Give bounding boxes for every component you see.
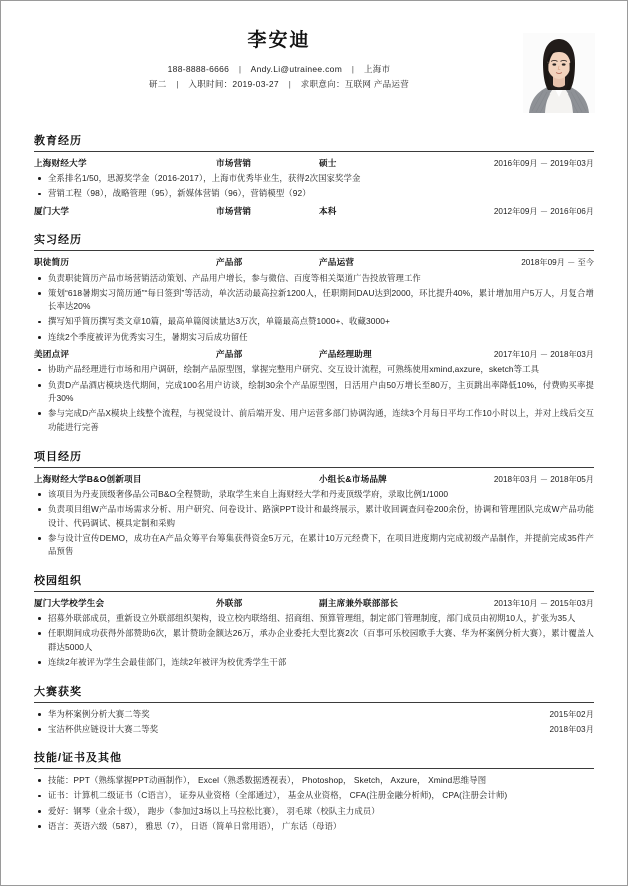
- section-block: [34, 231, 594, 434]
- email-address: Andy.Li@utrainee.com: [250, 63, 343, 74]
- section-awards: [34, 683, 594, 737]
- entry-date-range: 2018年09月 － 至今: [521, 258, 594, 268]
- resume-content: [1, 1, 627, 845]
- section-divider: [34, 250, 594, 251]
- entry-role: 产品经理助理: [319, 349, 372, 360]
- bullet-item: 策划“618暑期实习简历通”“每日签到”等活动，单次活动最高拉新1200人，任职期间DAU达到2000，环比提升40%，累计增加用户5万人，月复合增长率达20%: [34, 287, 594, 314]
- skill-item: 语言：英语六级（587）， 雅思（7）， 日语（简单日常用语）， 广东话（母语）: [34, 820, 594, 834]
- section-skills: [34, 749, 594, 833]
- bullet-item: 撰写知乎简历撰写类文章10篇，最高单篇阅读量达3万次，单篇最高点赞1000+、收藏3000+: [34, 315, 594, 329]
- grade-level: 研二: [148, 79, 167, 90]
- entry-date-range: 2013年10月 － 2015年03月: [493, 598, 594, 608]
- entry-department: 市场营销: [216, 158, 252, 168]
- phone-number: 188-8888-6666: [167, 63, 230, 74]
- entry-department: 市场营销: [216, 206, 252, 217]
- award-title: 华为杯案例分析大赛二等奖: [48, 708, 150, 719]
- entry-organization: 上海财经大学: [34, 158, 87, 168]
- skill-item: 证书：计算机二级证书（C语言）， 证券从业资格（全部通过）， 基金从业资格， CFA(注册金融分析师)， CPA(注册会计师): [34, 789, 594, 803]
- entry-bullet-list: [34, 488, 594, 559]
- portrait-photo-image: [523, 33, 595, 113]
- bullet-item: 连续2个季度被评为优秀实习生，暑期实习后成功留任: [34, 331, 594, 345]
- bullet-item: 负责职徒简历产品市场营销活动策划、产品用户增长，参与微信、百度等相关渠道广告投放管理工作: [34, 272, 594, 286]
- section-block: [34, 572, 594, 670]
- resume-sections: [34, 132, 594, 670]
- entry-organization: 厦门大学校学生会: [34, 597, 105, 608]
- entry-date: 入职时间：2019-03-27: [188, 79, 279, 90]
- entry-header-row: [34, 597, 594, 610]
- entry-department: 产品部: [216, 349, 243, 360]
- contact-line-2: [34, 77, 524, 93]
- entry-role: 小组长&市场品牌: [319, 473, 387, 484]
- entry-organization: 美团点评: [34, 349, 70, 360]
- resume-header: [34, 27, 594, 119]
- section-block: [34, 448, 594, 559]
- bullet-item: 负责项目组W产品市场需求分析、用户研究、问卷设计、路演PPT设计和最终展示，累计收回调查问卷200余份，协调和管理团队完成W产品功能设计、代码调试、模具定制和采购: [34, 503, 594, 530]
- award-date: 2018年03月: [549, 724, 594, 734]
- bullet-item: 参与设计宣传DEMO，成功在A产品众筹平台筹集获得资金5万元，在累计10万元经费下，在项目进度期内完成初级产品制作，并提前完成35件产品预售: [34, 532, 594, 559]
- section-divider: [34, 591, 594, 592]
- award-title: 宝洁杯供应链设计大赛二等奖: [48, 723, 159, 734]
- entry-role: 硕士: [319, 158, 337, 168]
- city: 上海市: [363, 63, 391, 74]
- separator-icon: |: [351, 63, 355, 74]
- bullet-item: 协助产品经理进行市场和用户调研，绘制产品原型图，掌握完整用户研究、交互设计流程，可熟练使用xmind,axzure，sketch等工具: [34, 363, 594, 377]
- award-item: [34, 708, 594, 722]
- portrait-photo: [523, 33, 595, 113]
- entry-header-row: [34, 157, 594, 170]
- bullet-item: 参与完成D产品X模块上线整个流程，与视觉设计、前后端开发、用户运营多部门协调沟通，连续3个月每日平均工作10小时以上，并对上线后交互功能进行完善: [34, 407, 594, 434]
- entry-organization: 职徒简历: [34, 257, 70, 268]
- separator-icon: |: [176, 79, 179, 90]
- entry-date-range: 2018年03月 － 2018年05月: [493, 474, 594, 484]
- candidate-name: 李安迪: [247, 30, 311, 51]
- separator-icon: |: [238, 63, 242, 74]
- entry-date-range: 2016年09月 － 2019年03月: [493, 159, 594, 168]
- skill-item: 技能：PPT（熟练掌握PPT动画制作）， Excel（熟悉数据透视表）， Photoshop， Sketch， Axzure， Xmind思维导图: [34, 774, 594, 788]
- bullet-item: 任职期间成功获得外部赞助6次，累计赞助金额达26万，承办企业委托大型比赛2次（百事可乐校园歌手大赛、华为杯案例分析大赛），累计覆盖人群达5000人: [34, 627, 594, 654]
- skills-list: [34, 774, 594, 833]
- entry-bullet-list: [34, 172, 594, 201]
- entry-date-range: 2017年10月 － 2018年03月: [493, 350, 594, 360]
- entry-department: 外联部: [216, 597, 243, 608]
- award-date: 2015年02月: [549, 709, 594, 719]
- section-title: 项目经历: [34, 450, 82, 463]
- entry-header-row: [34, 473, 594, 486]
- award-item: [34, 723, 594, 737]
- entry-bullet-list: [34, 272, 594, 345]
- section-title: 实习经历: [34, 234, 82, 247]
- bullet-item: 营销工程（98），战略管理（95），新媒体营销（96），营销模型（92）: [34, 187, 594, 201]
- section-title: 教育经历: [34, 135, 82, 147]
- entry-role: 副主席兼外联部部长: [319, 597, 399, 608]
- bullet-item: 连续2年被评为学生会最佳部门，连续2年被评为校优秀学生干部: [34, 656, 594, 670]
- bullet-item: 招募外联部成员，重新设立外联部组织架构，设立校内联络组、招商组、预算管理组，制定部门管理制度，部门成员由初期10人，扩张为35人: [34, 612, 594, 626]
- section-divider: [34, 151, 594, 152]
- section-title: 校园组织: [34, 574, 82, 587]
- skill-item: 爱好：钢琴（业余十级）， 跑步（参加过3场以上马拉松比赛）， 羽毛球（校队主力成员）: [34, 805, 594, 819]
- section-divider: [34, 467, 594, 468]
- header-text-block: [34, 27, 594, 93]
- entry-bullet-list: [34, 363, 594, 434]
- awards-list: [34, 708, 594, 737]
- entry-header-row: [34, 256, 594, 269]
- entry-header-row: [34, 348, 594, 361]
- section-title-awards: 大赛获奖: [34, 685, 82, 698]
- entry-role: 本科: [319, 206, 337, 217]
- bullet-item: 该项目为丹麦顶级奢侈品公司B&O全程赞助，录取学生来自上海财经大学和丹麦顶级学府，录取比例1/1000: [34, 488, 594, 502]
- entry-date-range: 2012年09月 － 2016年06月: [493, 207, 594, 217]
- entry-organization: 厦门大学: [34, 206, 70, 217]
- entry-organization: 上海财经大学B&O创新项目: [34, 473, 142, 484]
- entry-header-row: [34, 205, 594, 218]
- separator-icon: |: [288, 79, 292, 90]
- bullet-item: 负责D产品酒店模块迭代期间，完成100名用户访谈，绘制30余个产品原型图，日活用户由50万增长至80万，主页跳出率降低10%，付费购买率提升30%: [34, 379, 594, 406]
- section-divider: [34, 768, 594, 769]
- contact-line-1: [34, 62, 524, 78]
- entry-role: 产品运营: [319, 257, 355, 268]
- entry-department: 产品部: [216, 257, 243, 268]
- section-block: [34, 132, 594, 218]
- section-title-skills: 技能/证书及其他: [34, 752, 123, 765]
- entry-bullet-list: [34, 612, 594, 669]
- section-divider: [34, 702, 594, 703]
- job-objective: 求职意向：互联网 产品运营: [300, 79, 410, 90]
- bullet-item: 全系排名1/50，思源奖学金（2016-2017），上海市优秀毕业生，获得2次国家奖学金: [34, 172, 594, 186]
